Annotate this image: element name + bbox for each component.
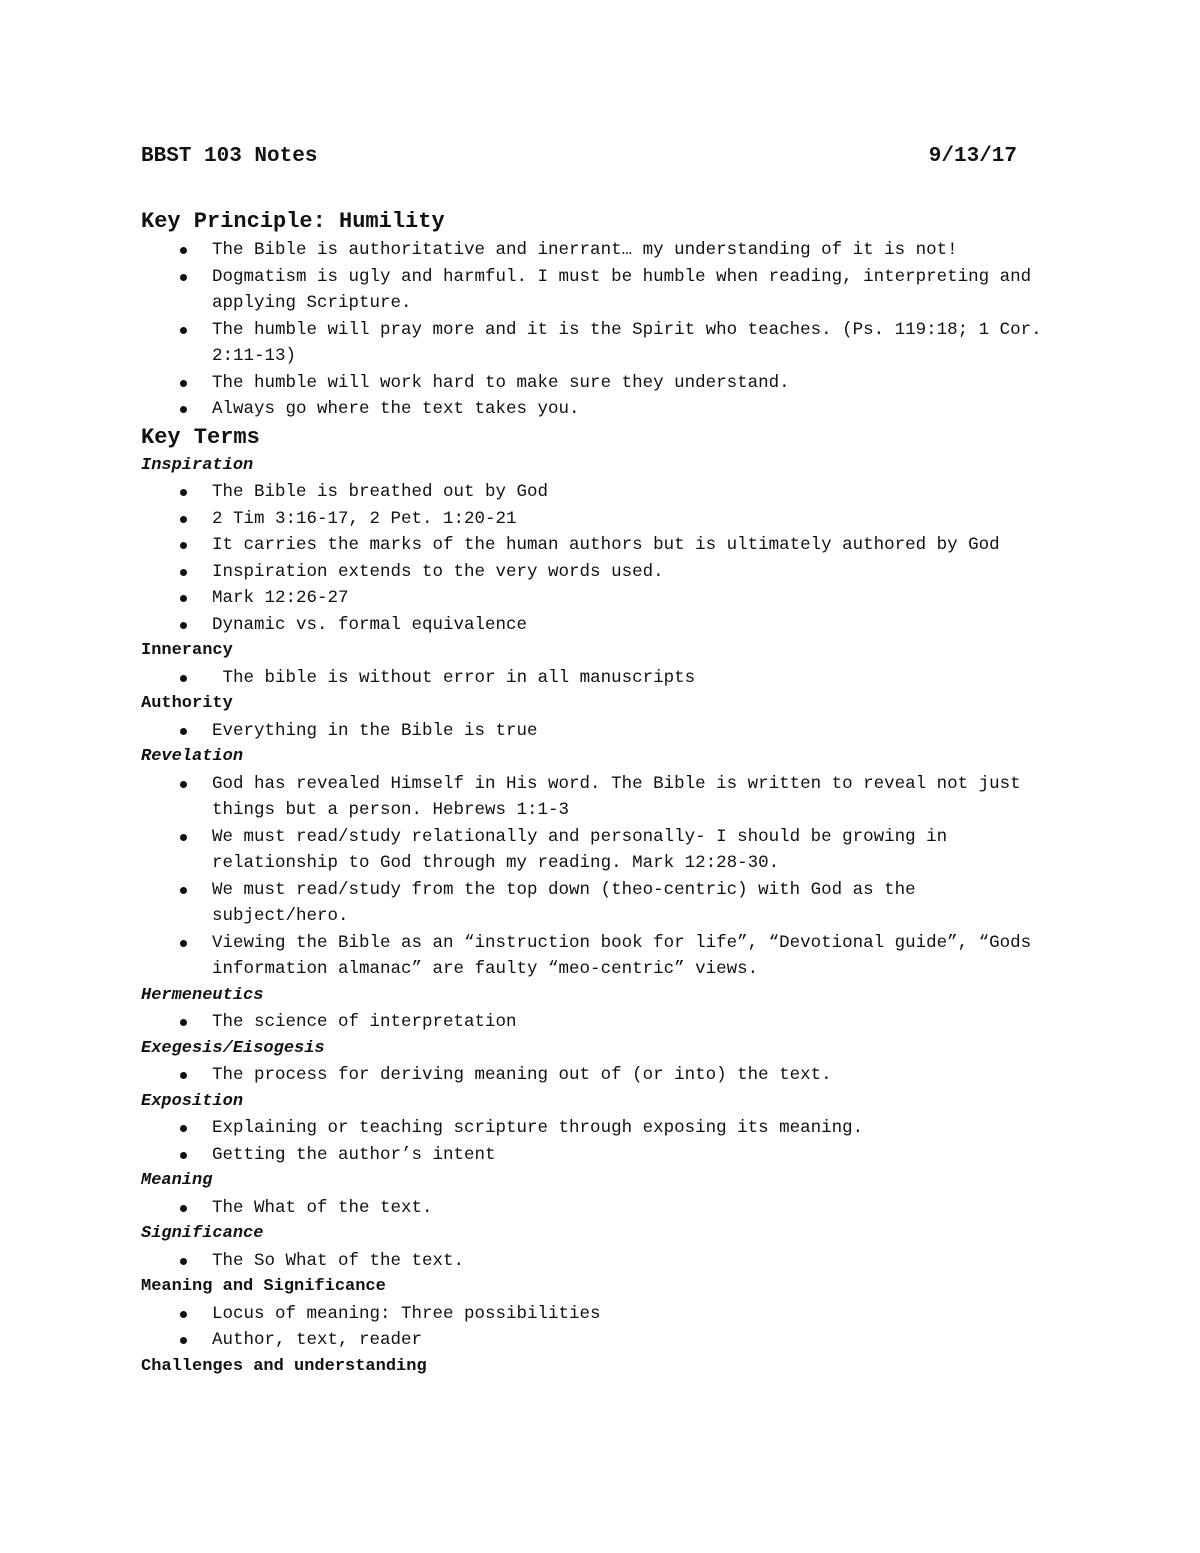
key-principle-heading: Key Principle: Humility (141, 209, 445, 234)
list-item: Getting the author’s intent (141, 1142, 1046, 1169)
document-title: BBST 103 Notes (141, 145, 318, 168)
bullet-icon (180, 1311, 187, 1318)
inspiration-list (141, 479, 1046, 638)
list-item: Viewing the Bible as an “instruction book for life”, “Devotional guide”, “Gods information almanac” are faulty “meo-centric” views. (141, 930, 1046, 983)
bullet-icon (180, 327, 187, 334)
list-item: The Bible is breathed out by God (141, 479, 1046, 506)
list-item: It carries the marks of the human authors but is ultimately authored by God (141, 532, 1046, 559)
bullet-icon (180, 247, 187, 254)
document-header (141, 143, 1017, 171)
key-terms-heading: Key Terms (141, 424, 260, 450)
term-meaning: Meaning (141, 1171, 213, 1190)
bullet-icon (180, 1152, 187, 1159)
list-item: We must read/study relationally and personally- I should be growing in relationship to God through my reading. Mark 12:28-30. (141, 824, 1046, 877)
list-item: The humble will pray more and it is the Spirit who teaches. (Ps. 119:18; 1 Cor. 2:11-13) (141, 317, 1046, 370)
meaning-and-significance-list (141, 1301, 1046, 1354)
bullet-icon (180, 834, 187, 841)
authority-list (141, 718, 1046, 745)
bullet-icon (180, 940, 187, 947)
key-principle-list (141, 237, 1053, 423)
list-item: Dogmatism is ugly and harmful. I must be humble when reading, interpreting and applying Scripture. (141, 264, 1046, 317)
bullet-icon (180, 569, 187, 576)
list-item: Everything in the Bible is true (141, 718, 1046, 745)
term-exposition: Exposition (141, 1091, 244, 1111)
bullet-icon (180, 542, 187, 549)
term-meaning-and-significance: Meaning and Significance (141, 1277, 386, 1296)
list-item: Dynamic vs. formal equivalence (141, 612, 1046, 639)
term-inspiration: Inspiration (141, 455, 254, 475)
term-authority: Authority (141, 694, 233, 713)
bullet-icon (180, 380, 187, 387)
bullet-icon (180, 1258, 187, 1265)
bullet-icon (180, 1019, 187, 1026)
term-innerancy: Innerancy (141, 641, 233, 660)
bullet-icon (180, 675, 187, 682)
term-revelation: Revelation (141, 747, 244, 766)
bullet-icon (180, 887, 187, 894)
revelation-list (141, 771, 1046, 983)
bullet-icon (180, 1337, 187, 1344)
hermeneutics-list (141, 1009, 1046, 1036)
bullet-icon (180, 489, 187, 496)
list-item: 2 Tim 3:16-17, 2 Pet. 1:20-21 (141, 506, 1046, 533)
bullet-icon (180, 1205, 187, 1212)
bullet-icon (180, 728, 187, 735)
list-item: We must read/study from the top down (theo-centric) with God as the subject/hero. (141, 877, 1046, 930)
list-item: The science of interpretation (141, 1009, 1046, 1036)
meaning-list (141, 1195, 1046, 1222)
list-item: The What of the text. (141, 1195, 1046, 1222)
bullet-icon (180, 274, 187, 281)
term-significance: Significance (141, 1224, 264, 1243)
exposition-list (141, 1115, 1046, 1168)
bullet-icon (180, 406, 187, 413)
innerancy-list (141, 665, 1046, 692)
bullet-icon (180, 781, 187, 788)
list-item: Inspiration extends to the very words used. (141, 559, 1046, 586)
term-hermeneutics: Hermeneutics (141, 985, 264, 1005)
list-item: Author, text, reader (141, 1327, 1046, 1354)
term-challenges-and-understanding: Challenges and understanding (141, 1356, 427, 1376)
list-item: The humble will work hard to make sure they understand. (141, 370, 1046, 397)
list-item: The So What of the text. (141, 1248, 1046, 1275)
list-item: The bible is without error in all manuscripts (141, 665, 1046, 692)
bullet-icon (180, 1125, 187, 1132)
bullet-icon (180, 1072, 187, 1079)
term-exegesis-eisogesis: Exegesis/Eisogesis (141, 1038, 325, 1058)
exegesis-list (141, 1062, 1046, 1089)
list-item: God has revealed Himself in His word. The Bible is written to reveal not just things but a person. Hebrews 1:1-3 (141, 771, 1046, 824)
list-item: Locus of meaning: Three possibilities (141, 1301, 1046, 1328)
significance-list (141, 1248, 1046, 1275)
list-item: Mark 12:26-27 (141, 585, 1046, 612)
notes-content (141, 207, 1053, 1380)
bullet-icon (180, 622, 187, 629)
list-item: Explaining or teaching scripture through exposing its meaning. (141, 1115, 1046, 1142)
list-item: The Bible is authoritative and inerrant… my understanding of it is not! (141, 237, 1046, 264)
bullet-icon (180, 595, 187, 602)
list-item: The process for deriving meaning out of (or into) the text. (141, 1062, 1046, 1089)
list-item: Always go where the text takes you. (141, 396, 1046, 423)
bullet-icon (180, 516, 187, 523)
document-date: 9/13/17 (928, 145, 1017, 168)
